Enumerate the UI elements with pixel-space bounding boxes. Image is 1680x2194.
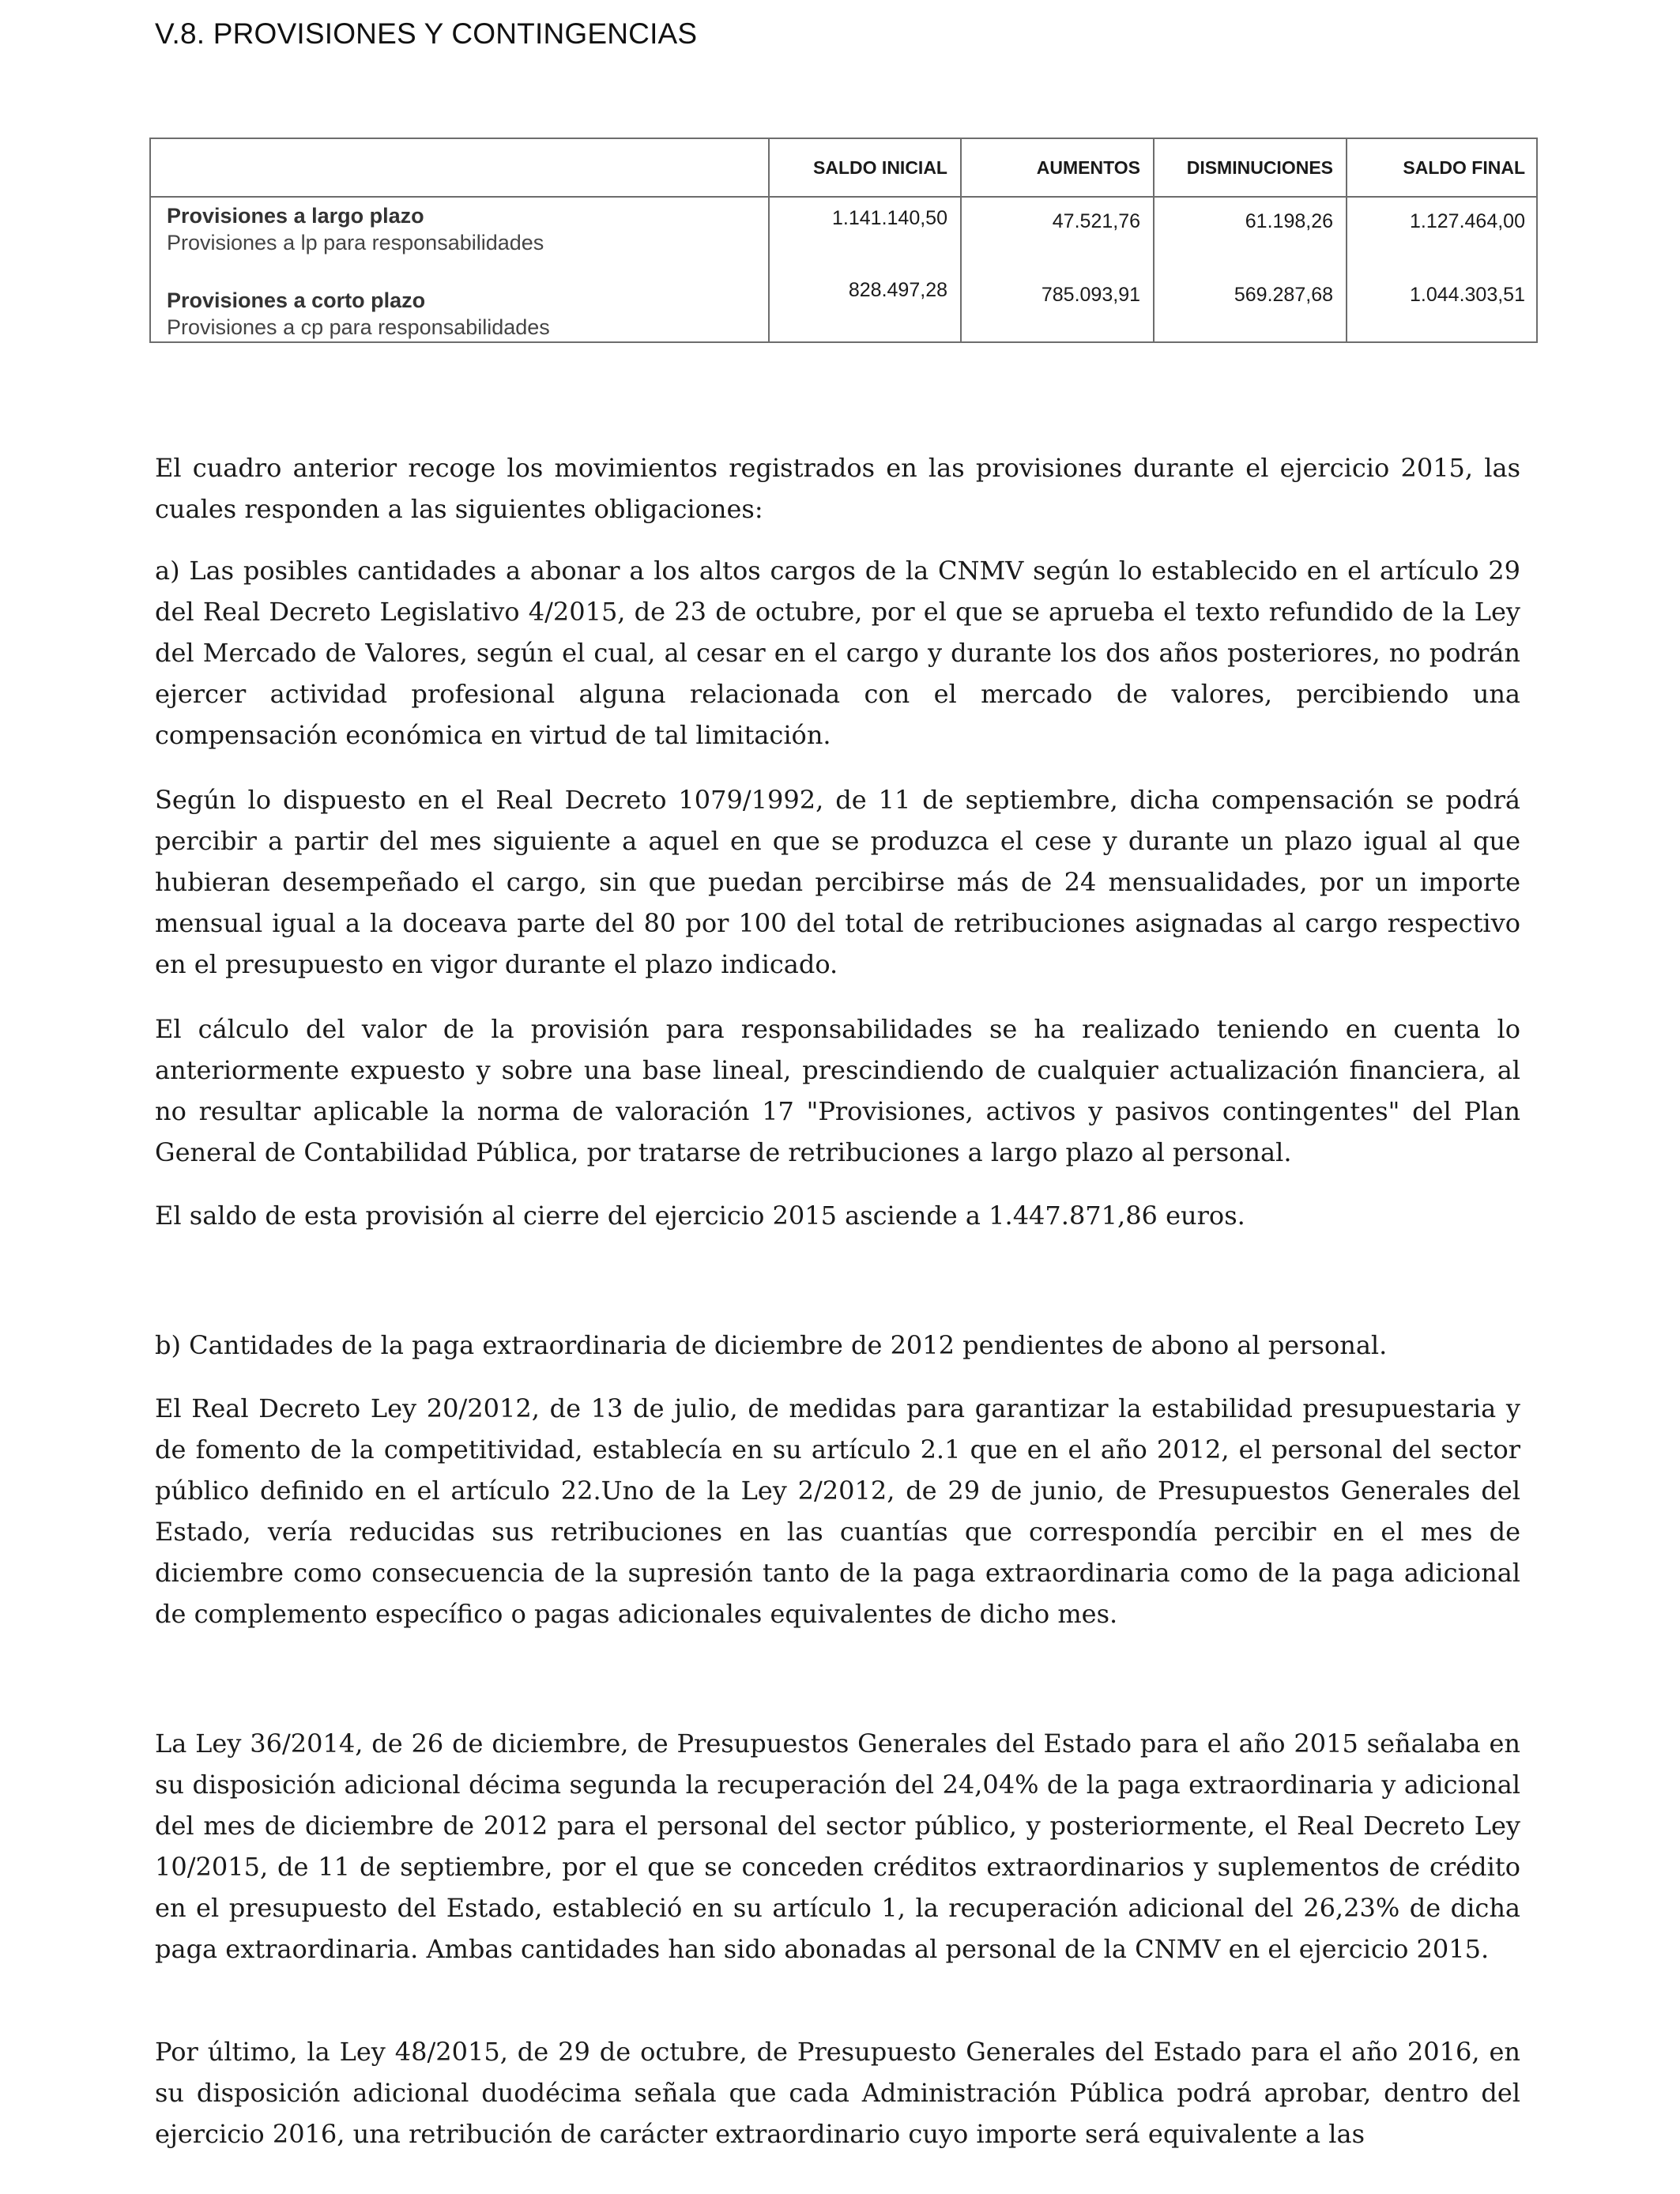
paragraph: El saldo de esta provisión al cierre del ejercicio 2015 asciende a 1.447.871,86 euros. [155, 1201, 1245, 1231]
table-cell: 828.497,28 [848, 279, 947, 301]
row-title-largo-plazo: Provisiones a largo plazo [167, 204, 424, 228]
column-header-saldo-final: SALDO FINAL [1403, 157, 1525, 178]
row-title-corto-plazo: Provisiones a corto plazo [167, 288, 426, 312]
provisions-table [149, 138, 1538, 343]
paragraph: a) Las posibles cantidades a abonar a los altos cargos de la CNMV según lo establecido en el artículo 29 del Real Decreto Legislativo 4/2015, de 23 de octubre, por el que se aprueba el texto refundido de la Ley del Mercado de Valores, según el cual, al cesar en el cargo y durante los dos años posteriores, no podrán ejercer actividad profesional alguna relacionada con el mercado de valores, percibiendo una compensación económica en virtud de tal limitación. [155, 556, 1520, 750]
table-cell: 785.093,91 [1041, 284, 1140, 306]
paragraph: El cuadro anterior recoge los movimientos registrados en las provisiones durante el ejercicio 2015, las cuales responden a las siguientes obligaciones: [155, 453, 1520, 524]
table-cell: 47.521,76 [1052, 210, 1140, 232]
section-title: V.8. PROVISIONES Y CONTINGENCIAS [155, 17, 698, 50]
table-cell: 1.044.303,51 [1410, 284, 1525, 306]
table-cell: 1.141.140,50 [832, 207, 947, 229]
row-subtitle-largo-plazo: Provisiones a lp para responsabilidades [167, 231, 544, 254]
table-header-divider [151, 196, 1536, 198]
paragraph: Según lo dispuesto en el Real Decreto 1079/1992, de 11 de septiembre, dicha compensación se podrá percibir a partir del mes siguiente a aquel en que se produzca el cese y durante un plazo igual al que hubieran desempeñado el cargo, sin que puedan percibirse más de 24 mensualidades, por un importe mensual igual a la doceava parte del 80 por 100 del total de retribuciones asignadas al cargo respectivo en el presupuesto en vigor durante el plazo indicado. [155, 785, 1520, 979]
paragraph: El Real Decreto Ley 20/2012, de 13 de julio, de medidas para garantizar la estabilidad presupuestaria y de fomento de la competitividad, establecía en su artículo 2.1 que en el año 2012, el personal del sector público definido en el artículo 22.Uno de la Ley 2/2012, de 29 de junio, de Presupuestos Generales del Estado, vería reducidas sus retribuciones en las cuantías que correspondía percibir en el mes de diciembre como consecuencia de la supresión tanto de la paga extraordinaria como de la paga adicional de complemento específico o pagas adicionales equivalentes de dicho mes. [155, 1393, 1520, 1629]
paragraph: Por último, la Ley 48/2015, de 29 de octubre, de Presupuesto Generales del Estado para el año 2016, en su disposición adicional duodécima señala que cada Administración Pública podrá aprobar, dentro del ejercicio 2016, una retribución de carácter extraordinario cuyo importe será equivalente a las [155, 2037, 1520, 2149]
column-header-saldo-inicial: SALDO INICIAL [813, 157, 947, 178]
paragraph: El cálculo del valor de la provisión para responsabilidades se ha realizado teniendo en cuenta lo anteriormente expuesto y sobre una base lineal, prescindiendo de cualquier actualización financiera, al no resultar aplicable la norma de valoración 17 "Provisiones, activos y pasivos contingentes" del Plan General de Contabilidad Pública, por tratarse de retribuciones a largo plazo al personal. [155, 1014, 1520, 1167]
row-subtitle-corto-plazo: Provisiones a cp para responsabilidades [167, 315, 550, 339]
paragraph: b) Cantidades de la paga extraordinaria de diciembre de 2012 pendientes de abono al personal. [155, 1330, 1388, 1360]
column-header-disminuciones: DISMINUCIONES [1186, 157, 1333, 178]
column-header-aumentos: AUMENTOS [1036, 157, 1140, 178]
table-cell: 569.287,68 [1234, 284, 1333, 306]
paragraph: La Ley 36/2014, de 26 de diciembre, de Presupuestos Generales del Estado para el año 2015 señalaba en su disposición adicional décima segunda la recuperación del 24,04% de la paga extraordinaria y adicional del mes de diciembre de 2012 para el personal del sector público, y posteriormente, el Real Decreto Ley 10/2015, de 11 de septiembre, por el que se conceden créditos extraordinarios y suplementos de crédito en el presupuesto del Estado, estableció en su artículo 1, la recuperación adicional del 26,23% de dicha paga extraordinaria. Ambas cantidades han sido abonadas al personal de la CNMV en el ejercicio 2015. [155, 1728, 1520, 1964]
table-cell: 1.127.464,00 [1410, 210, 1525, 232]
table-cell: 61.198,26 [1245, 210, 1333, 232]
